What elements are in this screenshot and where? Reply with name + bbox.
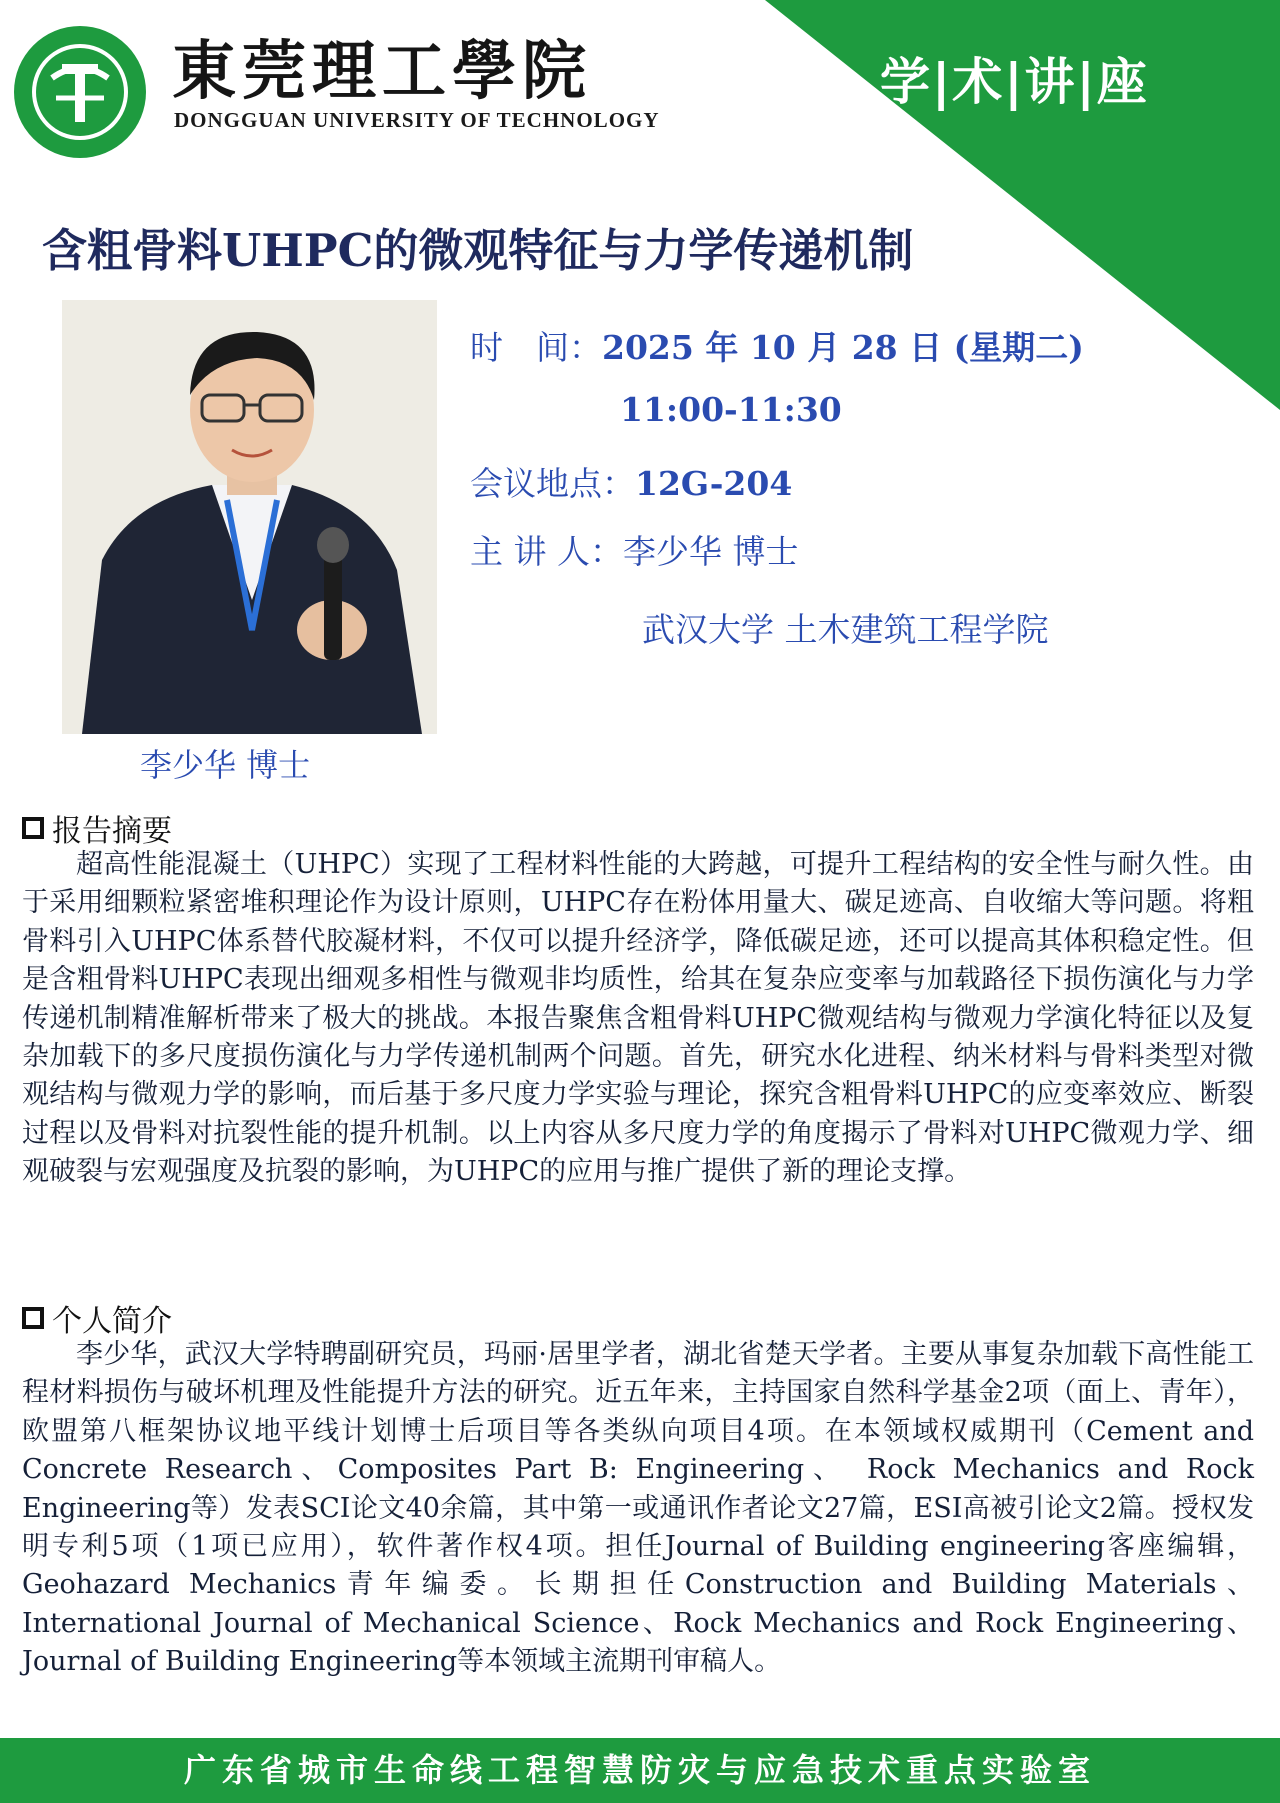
checkbox-square-icon	[22, 817, 44, 839]
time-range: 11:00-11:30	[620, 390, 842, 429]
bio-text: 李少华，武汉大学特聘副研究员，玛丽·居里学者，湖北省楚天学者。主要从事复杂加载下高性能工程材料损伤与破坏机理及性能提升方法的研究。近五年来，主持国家自然科学基金2项（面上、青年），欧盟第八框架协议地平线计划博士后项目等各类纵向项目4项。在本领域权威期刊（Cement and Concrete Research、Composites Part B: Engineering、 Rock Mechanics and Rock Engineering等）发表SCI论文40余篇，其中第一或通讯作者论文27篇，ESI高被引论文2篇。授权发明专利5项（1项已应用），软件著作权4项。担任Journal of Building engineering客座编辑，Geohazard Mechanics青年编委。长期担任Construction and Building Materials、International Journal of Mechanical Science、Rock Mechanics and Rock Engineering、Journal of Building Engineering等本领域主流期刊审稿人。	[22, 1339, 1254, 1678]
corner-label: 学|术|讲|座	[880, 53, 1149, 111]
speaker-name: 李少华 博士	[622, 532, 799, 571]
university-logo	[12, 24, 148, 160]
checkbox-square-icon	[22, 1307, 44, 1329]
time-row	[470, 322, 1084, 369]
speaker-photo	[62, 300, 437, 734]
speaker-affiliation: 武汉大学 土木建筑工程学院	[642, 610, 1049, 649]
venue-label: 会议地点：	[470, 464, 635, 503]
photo-caption: 李少华 博士	[140, 746, 311, 784]
school-name-english: DONGGUAN UNIVERSITY OF TECHNOLOGY	[174, 108, 660, 132]
bio-heading	[22, 1296, 172, 1340]
time-label: 时 间：	[470, 328, 602, 367]
bio-heading-label: 个人简介	[52, 1304, 172, 1339]
school-name-chinese: 東莞理工學院	[172, 34, 592, 109]
lecture-date: 2025 年 10 月 28 日 (星期二)	[602, 328, 1084, 367]
venue-row	[470, 458, 792, 505]
footer-banner: 广东省城市生命线工程智慧防灾与应急技术重点实验室	[0, 1738, 1280, 1803]
abstract-heading	[22, 806, 172, 850]
venue-value: 12G-204	[635, 464, 793, 503]
abstract-text: 超高性能混凝土（UHPC）实现了工程材料性能的大跨越，可提升工程结构的安全性与耐久性。由于采用细颗粒紧密堆积理论作为设计原则，UHPC存在粉体用量大、碳足迹高、自收缩大等问题。将粗骨料引入UHPC体系替代胶凝材料，不仅可以提升经济学，降低碳足迹，还可以提高其体积稳定性。但是含粗骨料UHPC表现出细观多相性与微观非均质性，给其在复杂应变率与加载路径下损伤演化与力学传递机制精准解析带来了极大的挑战。本报告聚焦含粗骨料UHPC微观结构与微观力学演化特征以及复杂加载下的多尺度损伤演化与力学传递机制两个问题。首先，研究水化进程、纳米材料与骨料类型对微观结构与微观力学的影响，而后基于多尺度力学实验与理论，探究含粗骨料UHPC的应变率效应、断裂过程以及骨料对抗裂性能的提升机制。以上内容从多尺度力学的角度揭示了骨料对UHPC微观力学、细观破裂与宏观强度及抗裂的影响，为UHPC的应用与推广提供了新的理论支撑。	[22, 849, 1254, 1188]
lecture-title: 含粗骨料UHPC的微观特征与力学传递机制	[42, 224, 914, 277]
speaker-label: 主 讲 人：	[470, 532, 623, 571]
abstract-heading-label: 报告摘要	[52, 814, 172, 849]
speaker-row	[470, 526, 798, 573]
